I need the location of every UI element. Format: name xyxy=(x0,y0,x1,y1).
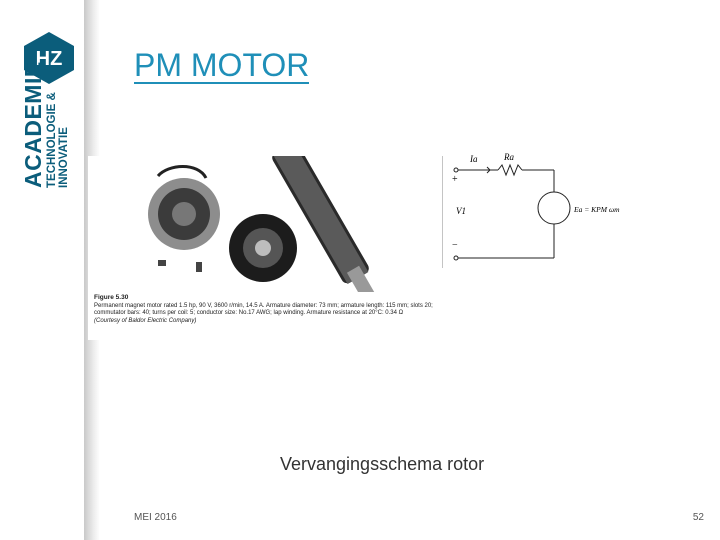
technologie-label: TECHNOLOGIE & xyxy=(46,92,58,188)
plus-sign: + xyxy=(452,174,458,185)
academie-label: ACADEMIE xyxy=(20,61,46,188)
slide-subtitle: Vervangingsschema rotor xyxy=(280,454,485,474)
page-number: 52 xyxy=(692,512,704,523)
equivalent-circuit-diagram xyxy=(442,140,642,270)
figure-credit: (Courtesy of Baldor Electric Company) xyxy=(94,317,197,324)
motor-photo xyxy=(88,156,438,340)
minus-sign: − xyxy=(452,240,458,251)
figure-caption xyxy=(94,294,434,325)
slide-title: PM MOTOR xyxy=(134,47,310,83)
emf-label: Ea = KPM ωm xyxy=(574,205,620,214)
resistor-label: Ra xyxy=(504,152,514,162)
motor-photo-image xyxy=(88,156,438,292)
figure-label: Figure 5.30 xyxy=(94,294,129,301)
footer-date: MEI 2016 xyxy=(134,512,177,523)
current-label: Ia xyxy=(470,154,478,164)
logo-text: HZ xyxy=(35,48,63,70)
figure-caption-text: Permanent magnet motor rated 1.5 hp, 90 V, 3600 r/min, 14.5 A. Armature diameter: 73 mm; armature length: 115 mm; slots 20; commutator bars: 40; turns per coil: 5; conductor size: No.17 AWG; lap winding. Armature resistance at 20°C: 0.34 Ω xyxy=(94,302,433,316)
voltage-label: V1 xyxy=(456,206,466,216)
innovatie-label: INNOVATIE xyxy=(58,127,70,188)
